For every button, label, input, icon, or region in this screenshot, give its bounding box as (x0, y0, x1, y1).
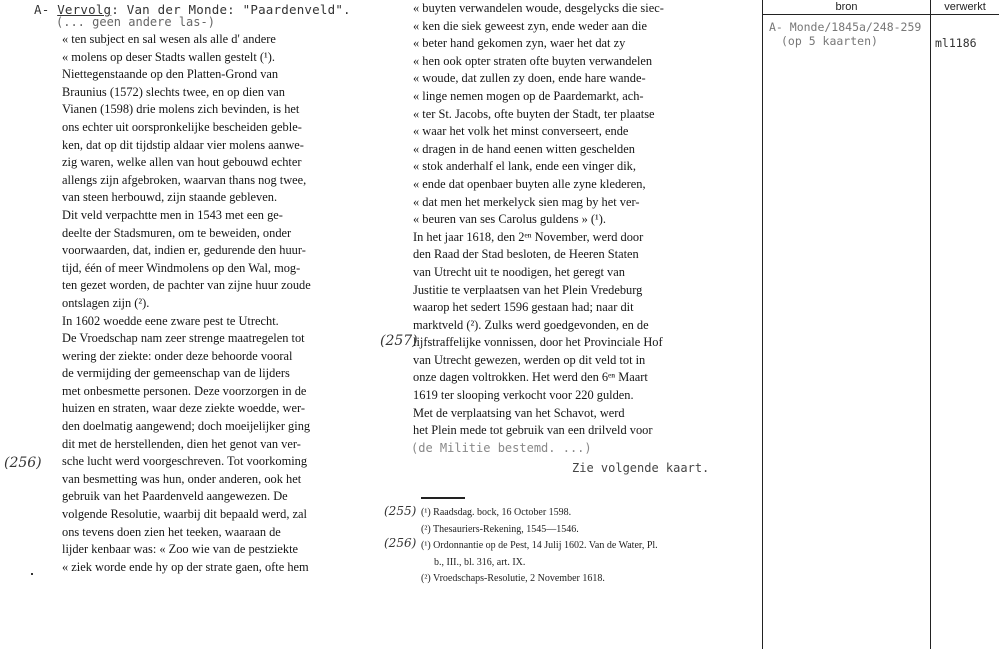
text-line: sche lucht werd voorgeschreven. Tot voorkoming (62, 454, 308, 469)
header-title-underlined: Vervolg (57, 2, 112, 17)
text-line: « ken die siek geweest zyn, ende weder aan die (413, 18, 647, 33)
text-line: « dragen in de hand eenen witten geschelden (413, 141, 635, 156)
text-line: « stok anderhalf el lank, ende een vinger dik, (413, 159, 636, 174)
text-line: « dat men het merkelyck sien mag by het ver- (413, 194, 640, 209)
text-line: Justitie te verplaatsen van het Plein Vredeburg (413, 282, 643, 297)
text-line: « linge nemen mogen op de Paardemarkt, ach- (413, 88, 644, 103)
text-line: ontslagen zijn (²). (62, 295, 150, 310)
text-line: waarop het sedert 1596 gestaan had; naar dit (413, 300, 634, 315)
text-line: « woude, dat zullen zy doen, ende hare wande- (413, 71, 646, 86)
text-line: het Plein mede tot gebruik van een drilveld voor (413, 423, 653, 438)
text-line: « ten subject en sal wesen als alle d' andere (62, 32, 276, 46)
text-line: « ter St. Jacobs, ofte buyten der Stadt, ter plaatse (413, 106, 655, 121)
text-line: zig waren, welke allen van hout gebouwd echter (62, 155, 302, 170)
text-line: gebruik van het Paardenveld aangewezen. De (62, 489, 288, 504)
text-line: van Utrecht uit te noodigen, het geregt van (413, 264, 625, 279)
metadata-table-header (763, 0, 999, 15)
text-line: volgende Resolutie, waarbij dit bepaald werd, zal (62, 507, 307, 522)
text-line: tijd, één of meer Windmolens op den Wal, mog- (62, 260, 301, 275)
footnote-item: (²) Vroedschaps-Resolutie, 2 November 1618. (421, 573, 605, 584)
text-line: « waar het volk het minst converseert, ende (413, 124, 629, 139)
footnote-marker-255: (255) (384, 504, 417, 518)
text-line: De Vroedschap nam zeer strenge maatregelen tot (62, 331, 305, 346)
text-line: van Utrecht gewezen, werden op dit veld tot in (413, 352, 646, 367)
footnote-item: (¹) Raadsdag. bock, 16 October 1598. (421, 507, 572, 518)
text-line: « molens op deser Stadts wallen gestelt (¹). (62, 49, 275, 64)
text-line: ten gezet worden, de pachter van zijne huur zoude (62, 278, 311, 293)
text-line: Niettegenstaande op den Platten-Grond van (62, 67, 279, 82)
typed-note: (... geen andere las-) (56, 15, 215, 29)
verwerkt-cell: ml1186 (935, 36, 977, 50)
footnote-rule (421, 497, 465, 499)
text-line: Met de verplaatsing van het Schavot, werd (413, 405, 625, 420)
text-line: lijfstraffelijke vonnissen, door het Provinciale Hof (413, 335, 663, 350)
text-line: dit met de herstellenden, dien het genot van ver- (62, 436, 301, 451)
text-line: wering der ziekte: onder deze behoorde vooral (62, 348, 293, 363)
text-line: huizen en straten, waar deze ziekte woedde, wer- (62, 401, 305, 416)
footnote-marker-256: (256) (384, 536, 417, 550)
text-line: « buyten verwandelen woude, desgelycks die siec- (413, 1, 664, 15)
text-line: allengs zijn afgebroken, waarvan thans nog twee, (62, 172, 307, 187)
text-line: lijder kenbaar was: « Zoo wie van de pestziekte (62, 542, 299, 557)
typed-continuation: (de Militie bestemd. ...) (411, 441, 592, 455)
margin-note-257: (257) (380, 333, 418, 349)
text-line: deelte der Stadsmuren, om te beweiden, onder (62, 225, 292, 240)
column-header-bron: bron (835, 1, 858, 13)
text-line: met onbesmette personen. Deze voorzorgen in de (62, 383, 307, 398)
footnote-item: (¹) Ordonnantie op de Pest, 14 Julij 1602. Van de Water, Pl. (421, 540, 658, 551)
header-prefix: A- (34, 2, 50, 17)
text-line: den doelmatig aangewend; doch moeijelijker ging (62, 419, 311, 434)
text-line: den Raad der Stad besloten, de Heeren Staten (413, 247, 639, 262)
column-divider (930, 0, 931, 649)
text-line: In 1602 woedde eene zware pest te Utrecht. (62, 313, 279, 328)
text-line: van besmetting was hun, onder anderen, ook het (62, 471, 302, 486)
text-line: Braunius (1572) slechts twee, en op dien van (62, 84, 285, 99)
text-line: Dit veld verpachtte men in 1543 met een ge- (62, 207, 283, 222)
margin-note-256: (256) (4, 455, 42, 471)
text-line: 1619 ter slooping verkocht voor 220 gulden. (413, 388, 634, 403)
text-line: « ziek worde ende hy op der strate gaen, ofte hem (62, 559, 309, 574)
footnote-item: b., III., bl. 316, art. IX. (434, 556, 526, 568)
text-line: de vermijding der gemeenschap van de lijders (62, 366, 290, 381)
text-line: « beuren van ses Carolus guldens » (¹). (413, 212, 606, 227)
bron-cell (769, 20, 921, 48)
text-line: marktveld (²). Zulks werd goedgevonden, en de (413, 317, 649, 332)
text-line: « ende dat openbaer buyten alle zyne klederen, (413, 176, 646, 191)
right-text-column (413, 0, 713, 440)
text-line: In het jaar 1618, den 2ᵉⁿ November, werd door (413, 229, 644, 244)
text-line: « hen ook opter straten ofte buyten verwandelen (413, 53, 653, 68)
metadata-table (762, 0, 999, 649)
text-line: « beter hand gekomen zyn, waer het dat zy (413, 36, 626, 51)
footnotes (386, 505, 658, 588)
text-line: voorwaarden, dat, indien er, gedurende den huur- (62, 243, 306, 258)
text-line: ken, dat op dit tijdstip aldaar vier molens aanwe- (62, 137, 304, 152)
text-line: ons echter uit oorspronkelijke bescheiden geble- (62, 119, 302, 134)
bron-value-line2: (op 5 kaarten) (781, 34, 878, 48)
column-header-verwerkt: verwerkt (944, 1, 986, 13)
bron-value-line1: A- Monde/1845a/248-259 (769, 20, 922, 34)
text-line: ons tevens doen zien het teeken, waaraan de (62, 524, 281, 539)
text-line: onze dagen voltrokken. Het werd den 6ᵉⁿ Maart (413, 370, 648, 385)
continue-note: Zie volgende kaart. (572, 461, 710, 475)
left-text-column (62, 31, 362, 576)
footnote-item: (²) Thesauriers-Rekening, 1545—1546. (421, 523, 579, 535)
header-title-rest: : Van der Monde: "Paardenveld". (111, 2, 351, 17)
scan-speck (31, 573, 33, 575)
text-line: van steen herbouwd, zijn staande gebleven. (62, 190, 278, 205)
text-line: Vianen (1598) drie molens zich bevinden, is het (62, 102, 300, 117)
